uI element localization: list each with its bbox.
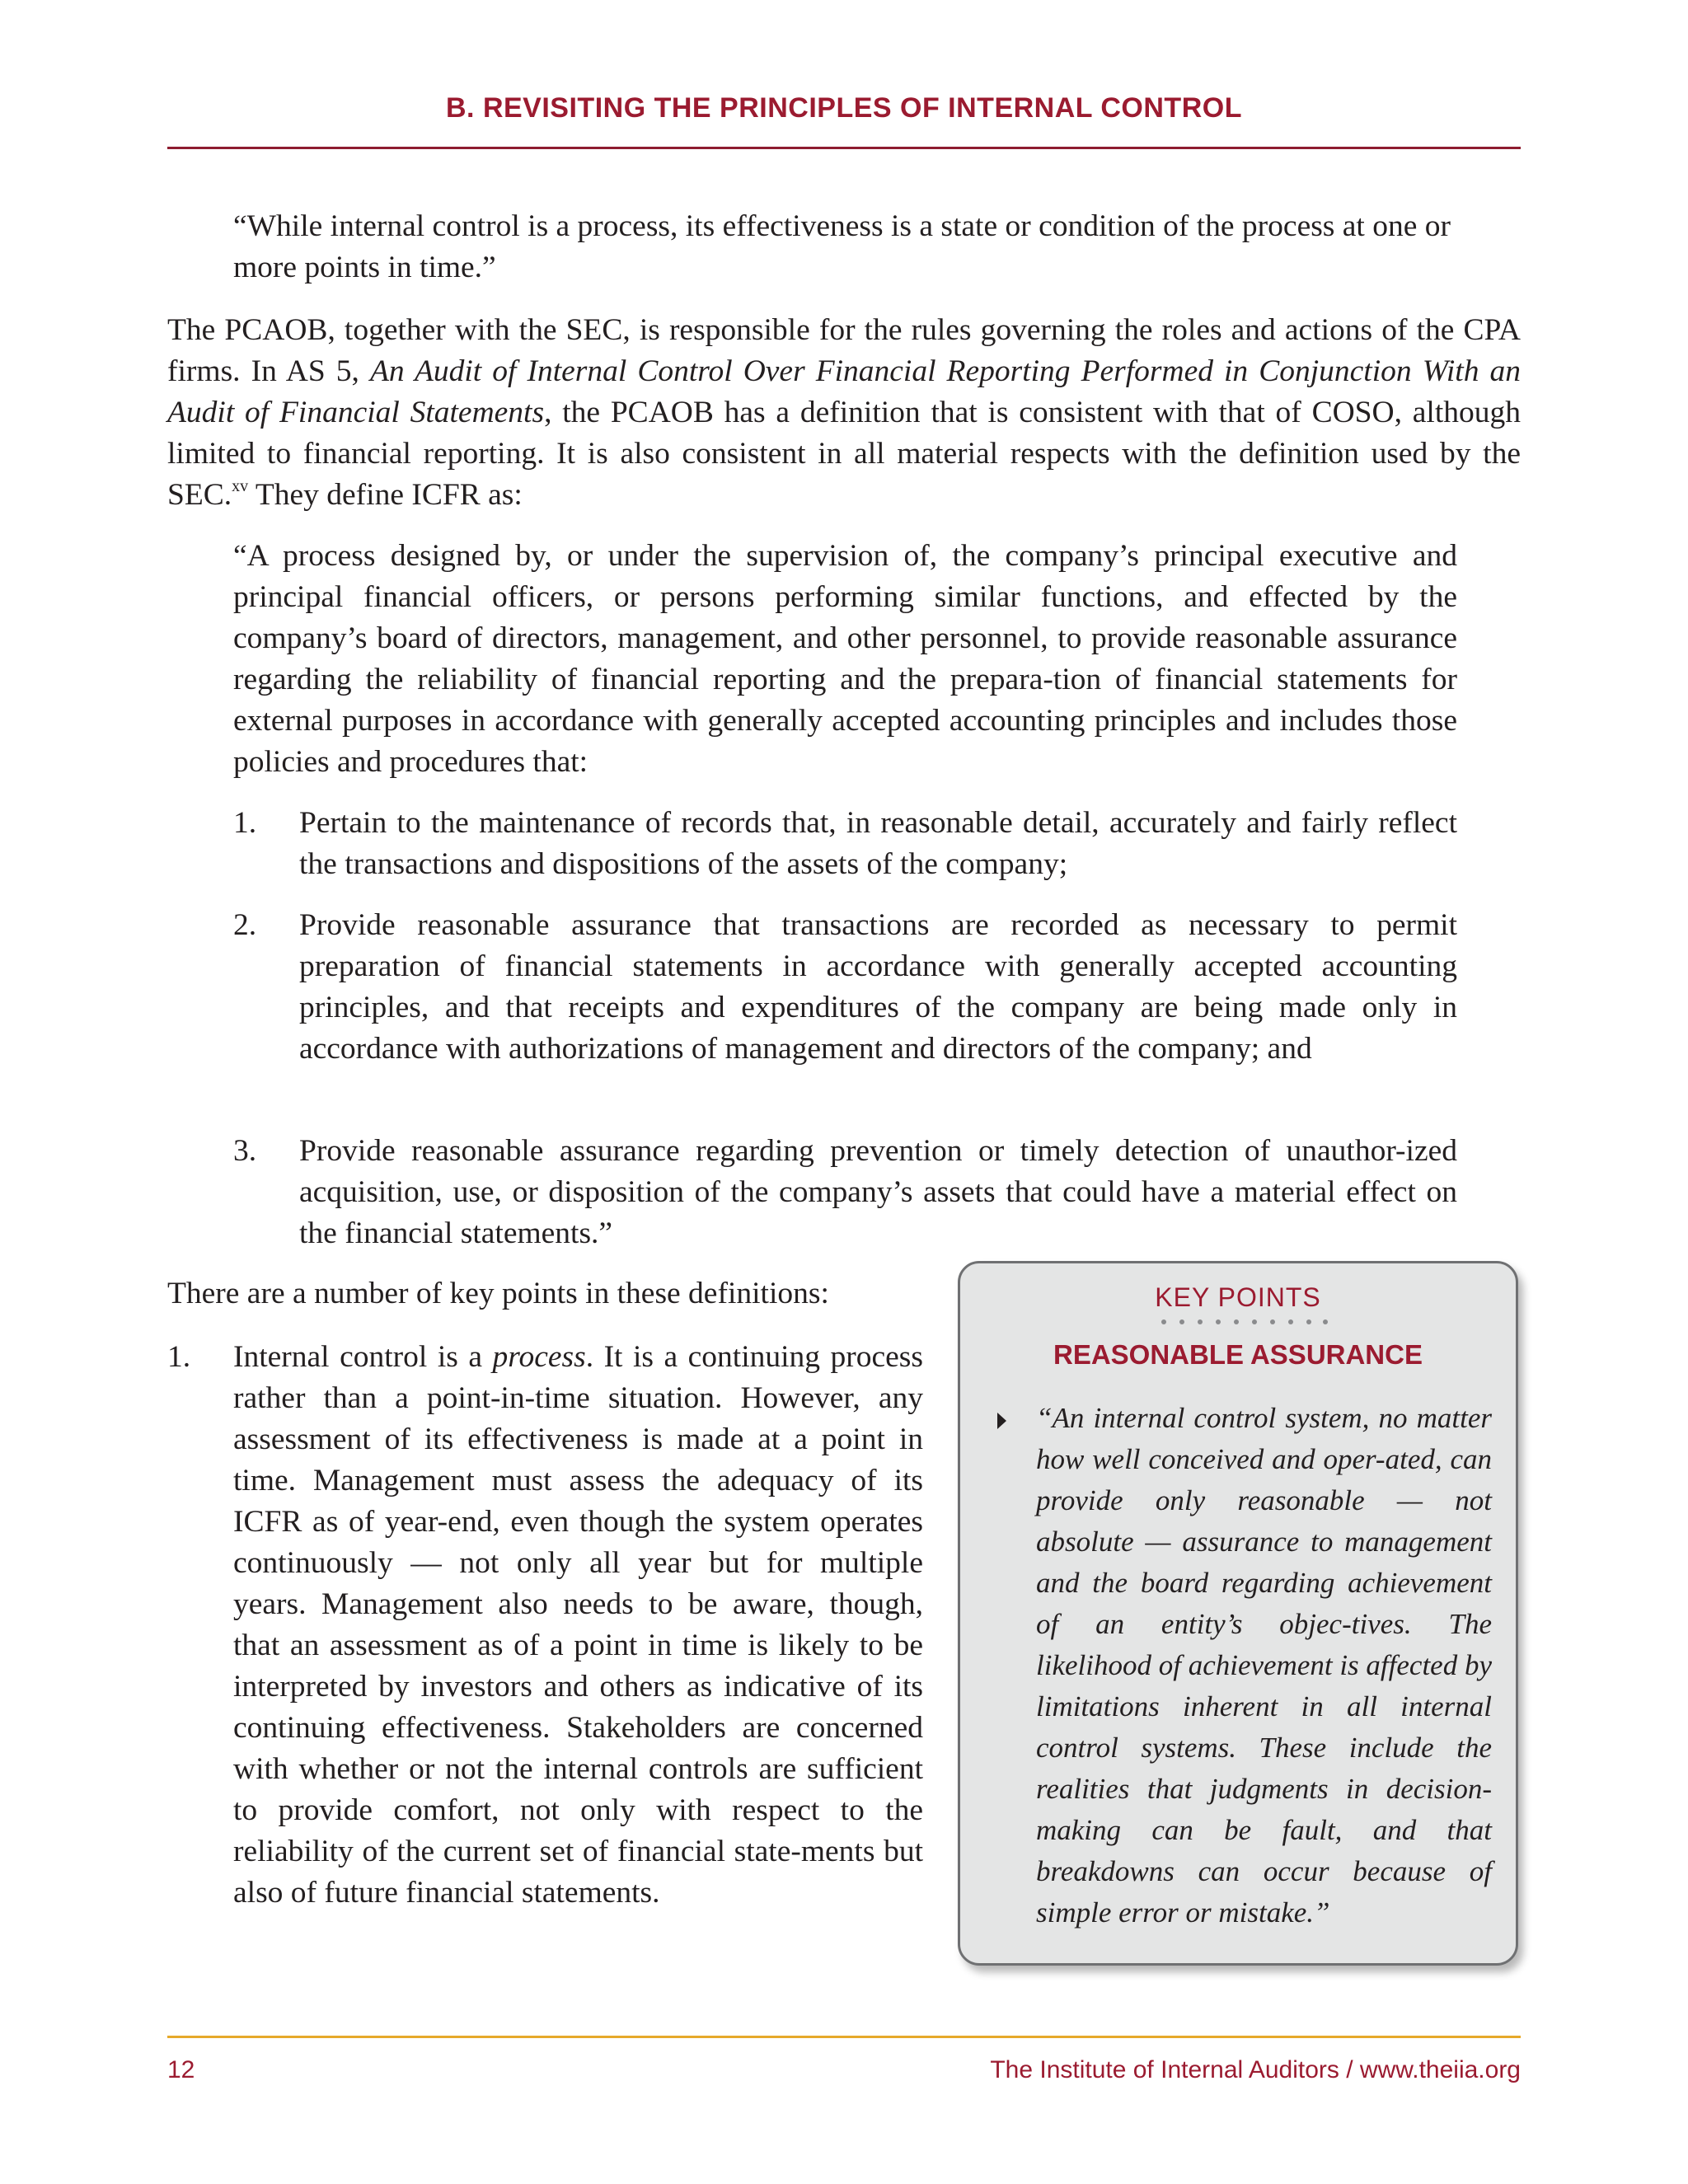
paragraph-pcaob bbox=[167, 310, 1521, 516]
paragraph-pcaob-part2: , the PCAOB has a definition that is consistent with that of COSO, although limited to financial reporting. It is also consistent in all material respects with the definition used by the SEC. bbox=[167, 396, 1521, 512]
key-point-text bbox=[233, 1337, 923, 1914]
icfr-list-item-text: Pertain to the maintenance of records that, in reasonable detail, accurately and fairly reflect the transactions and dispositions of the assets of the company; bbox=[299, 806, 1457, 881]
key-point-text-before: Internal control is a bbox=[233, 1340, 493, 1374]
paragraph-pcaob-part1: The PCAOB, together with the SEC, is responsible for the rules governing the roles and actions of the CPA firms. In AS 5, bbox=[167, 313, 1521, 388]
key-points-label: KEY POINTS bbox=[1155, 1282, 1321, 1312]
icfr-definition-quote bbox=[233, 536, 1457, 783]
icfr-list-item-text: Provide reasonable assurance that transactions are recorded as necessary to permit preparation of financial statements in accordance with generally accepted accounting principles, and that receipts and expenditures of the company are being made only in accordance with authorizations of management and directors of the company; and bbox=[299, 908, 1457, 1066]
key-point-text-after: . It is a continuing process rather than a point-in-time situation. However, any assessment of its effectiveness is made at a point in time. Management must assess the adequacy of its ICFR as of year-end, even though the system operates continuously — not only all year but for multiple years. Management also needs to be aware, though, that an assessment as of a point in time is likely to be interpreted by investors and others as indicative of its continuing effectiveness. Stakeholders are concerned with whether or not the internal controls are sufficient to provide comfort, not only with respect to the reliability of the current set of financial state-ments but also of future financial statements. bbox=[233, 1340, 923, 1910]
icfr-list-item bbox=[233, 1131, 1457, 1254]
paragraph-pcaob-text bbox=[167, 310, 1521, 516]
page-number: 12 bbox=[167, 2056, 195, 2083]
icfr-list-item-number: 1. bbox=[233, 806, 257, 840]
key-point-text-italic: process bbox=[492, 1340, 586, 1374]
icfr-list-item-number: 2. bbox=[233, 908, 257, 942]
icfr-list-item bbox=[233, 905, 1457, 1070]
key-point-number: 1. bbox=[167, 1340, 191, 1374]
opening-quote-text: “While internal control is a process, its effectiveness is a state or condition of the process at one or more points in time.” bbox=[233, 209, 1451, 284]
section-header-title: B. REVISITING THE PRINCIPLES OF INTERNAL CONTROL bbox=[446, 92, 1242, 124]
key-points-sidebar bbox=[958, 1261, 1518, 1966]
key-points-title: REASONABLE ASSURANCE bbox=[1053, 1339, 1423, 1370]
key-point-item bbox=[167, 1337, 923, 1914]
icfr-list-item-number: 3. bbox=[233, 1134, 257, 1168]
key-points-quote: “An internal control system, no matter how well conceived and oper-ated, can provide only reasonable — not absolute — assurance to management and the board regarding achievement of an entity’s objec-tives. The likelihood of achievement is affected by limitations inherent in all internal control systems. These include the realities that judgments in decision-making can be fault, and that breakdowns can occur because of simple error or mistake.” bbox=[1036, 1402, 1492, 1929]
icfr-list-item bbox=[233, 803, 1457, 885]
paragraph-pcaob-part3: They define ICFR as: bbox=[248, 478, 523, 512]
icfr-definition-intro: “A process designed by, or under the supervision of, the company’s principal executive and principal financial officers, or persons performing similar functions, and effected by the company’s board of directors, management, and other personnel, to provide reasonable assurance regarding the reliability of financial reporting and the prepara-tion of financial statements for external purposes in accordance with generally accepted accounting principles and includes those policies and procedures that: bbox=[233, 539, 1457, 779]
dotted-underline-icon bbox=[1161, 1319, 1326, 1326]
opening-quote bbox=[233, 206, 1457, 288]
key-points-intro: There are a number of key points in these definitions: bbox=[167, 1277, 829, 1310]
footer-organization: The Institute of Internal Auditors / www.theiia.org bbox=[990, 2056, 1521, 2083]
triangle-bullet-icon bbox=[997, 1413, 1006, 1429]
icfr-list-item-text: Provide reasonable assurance regarding prevention or timely detection of unauthor-ized acquisition, use, or disposition of the company’s assets that could have a material effect on the financial statements.” bbox=[299, 1134, 1457, 1250]
header-rule bbox=[167, 147, 1521, 149]
footnote-marker: xv bbox=[232, 477, 249, 495]
as5-title: An Audit of Internal Control Over Financial Reporting Performed in Conjunction With an Audit of Financial Statements bbox=[167, 354, 1521, 429]
footer-rule bbox=[167, 2036, 1521, 2038]
